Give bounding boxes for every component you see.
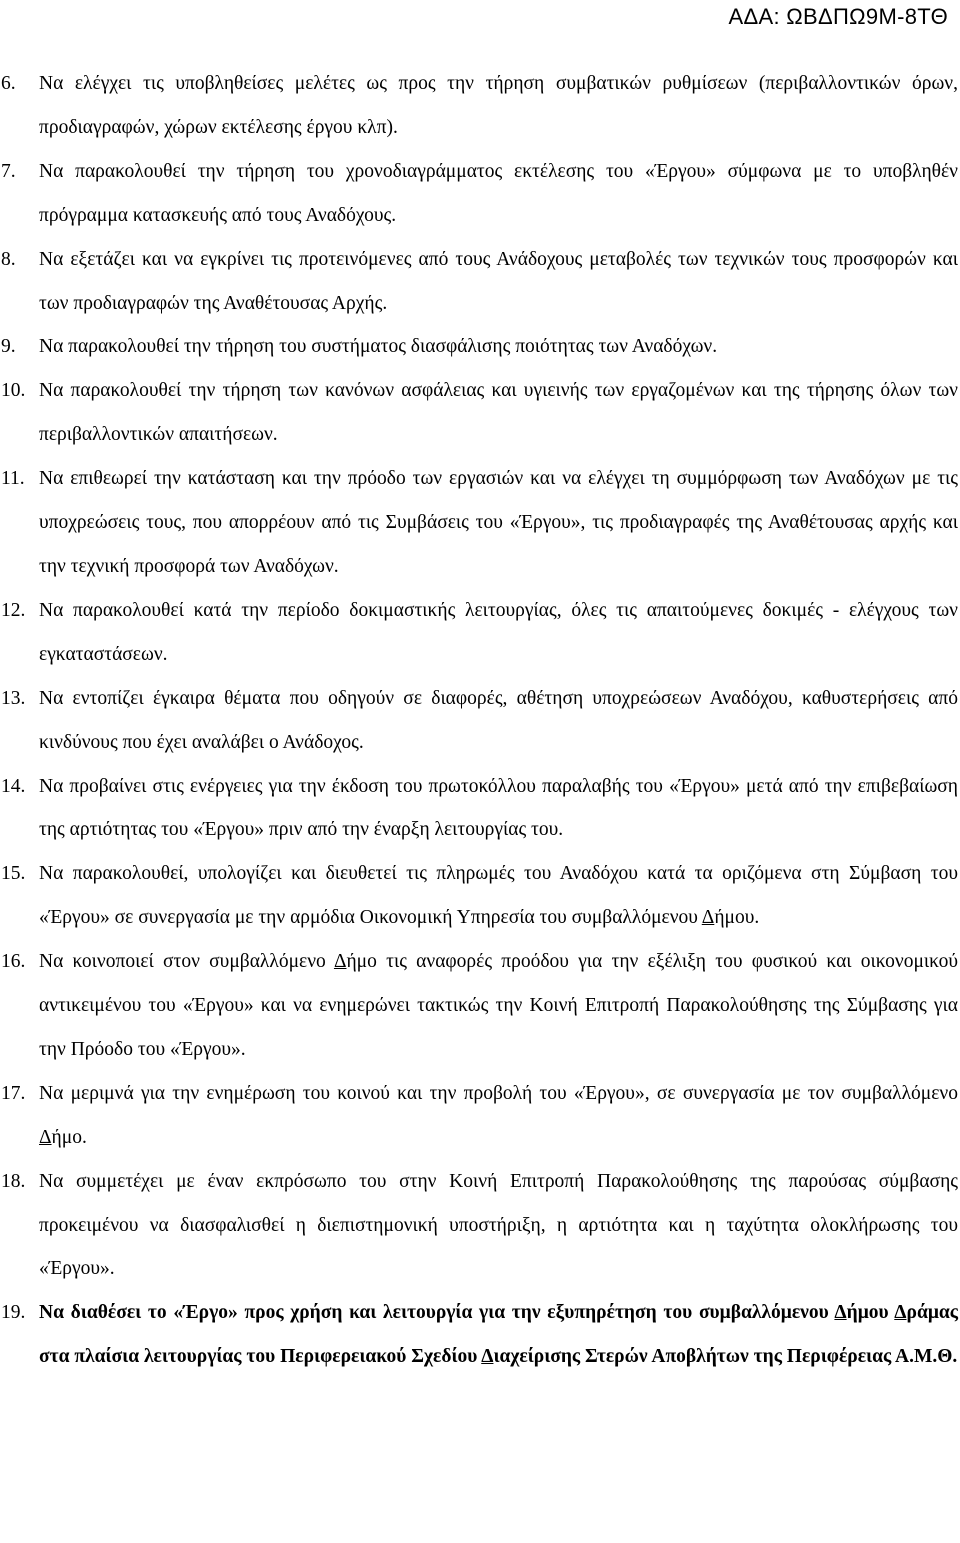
list-item bbox=[0, 457, 960, 589]
item-number: 9. bbox=[1, 336, 16, 358]
item-number: 12. bbox=[1, 599, 26, 621]
item-text: Να συμμετέχει με έναν εκπρόσωπο του στην Κοινή Επιτροπή Παρακολούθησης της παρούσας σύμβασης προκειμένου να διασφαλισθεί η διεπιστημονική υποστήριξη, η αρτιότητα και η ταχύτητα ολοκλήρωσης του «Έργου». bbox=[39, 1170, 958, 1280]
item-text-end: ήμου. bbox=[714, 907, 760, 929]
item-number: 13. bbox=[1, 687, 26, 709]
item-text-part: ράμας στα πλαίσια λειτουργίας του Περιφερειακού Σχεδίου bbox=[39, 1302, 958, 1368]
list-item bbox=[0, 150, 960, 238]
item-number: 16. bbox=[1, 951, 26, 973]
list-item bbox=[0, 765, 960, 853]
item-number: 14. bbox=[1, 775, 26, 797]
item-text: Να μεριμνά για την ενημέρωση του κοινού και την προβολή του «Έργου», σε συνεργασία με τον συμβαλλόμενο bbox=[39, 1082, 958, 1104]
list-item bbox=[0, 940, 960, 1072]
underlined-letter: Δ bbox=[333, 951, 347, 973]
list-item bbox=[0, 238, 960, 326]
list-item bbox=[0, 369, 960, 457]
underlined-letter: Δ bbox=[701, 907, 715, 929]
item-text: Να εξετάζει και να εγκρίνει τις προτεινόμενες από τους Ανάδοχους μεταβολές των τεχνικών τους προσφορών και των προδιαγραφών της Αναθέτουσας Αρχής. bbox=[39, 248, 958, 314]
item-text: Να ελέγχει τις υποβληθείσες μελέτες ως προς την τήρηση συμβατικών ρυθμίσεων (περιβαλλοντικών όρων, προδιαγραφών, χώρων εκτέλεσης έργου κλπ). bbox=[39, 73, 958, 138]
duties-list bbox=[0, 62, 960, 1379]
underlined-letter: Δ bbox=[481, 1346, 494, 1368]
item-number: 19. bbox=[1, 1302, 26, 1324]
underlined-letter: Δ bbox=[834, 1302, 847, 1324]
underlined-letter: Δ bbox=[39, 1126, 52, 1148]
underlined-letter: Δ bbox=[894, 1302, 907, 1324]
item-text: Να παρακολουθεί την τήρηση των κανόνων ασφάλειας και υγιεινής των εργαζομένων και της τήρησης όλων των περιβαλλοντικών απαιτήσεων. bbox=[39, 380, 958, 446]
item-text-end: ήμο τις αναφορές προόδου για την εξέλιξη του φυσικού και οικονομικού αντικειμένου του «Έργου» και να ενημερώνει τακτικώς την Κοινή Επιτροπή Παρακολούθησης της Σύμβασης για την Πρόοδο του «Έργου». bbox=[39, 951, 958, 1060]
item-number: 6. bbox=[1, 73, 16, 94]
list-item bbox=[0, 62, 960, 150]
item-number: 18. bbox=[1, 1170, 26, 1192]
list-item bbox=[0, 852, 960, 940]
item-number: 8. bbox=[1, 248, 16, 270]
item-number: 7. bbox=[1, 160, 16, 182]
item-text-part: Να διαθέσει το «Έργο» προς χρήση και λειτουργία για την εξυπηρέτηση του συμβαλλόμενου bbox=[39, 1302, 835, 1324]
item-number: 17. bbox=[1, 1082, 26, 1104]
item-text: Να παρακολουθεί κατά την περίοδο δοκιμαστικής λειτουργίας, όλες τις απαιτούμενες δοκιμές - ελέγχους των εγκαταστάσεων. bbox=[39, 599, 958, 665]
item-text-end: ήμο. bbox=[51, 1126, 87, 1148]
item-text-part: ήμου bbox=[846, 1302, 895, 1324]
item-text-part: ιαχείρισης Στερών Αποβλήτων της Περιφέρειας Α.Μ.Θ. bbox=[493, 1346, 958, 1368]
list-item-highlighted bbox=[0, 1291, 960, 1379]
list-item bbox=[0, 677, 960, 765]
list-item bbox=[0, 1160, 960, 1292]
document-code: ΑΔΑ: ΩΒΔΠΩ9Μ-8ΤΘ bbox=[728, 4, 948, 29]
item-number: 11. bbox=[1, 468, 25, 490]
item-text: Να επιθεωρεί την κατάσταση και την πρόοδο των εργασιών και να ελέγχει τη συμμόρφωση των Αναδόχων με τις υποχρεώσεις τους, που απορρέουν από τις Συμβάσεις του «Έργου», τις προδιαγραφές της Αναθέτουσας αρχής και την τεχνική προσφορά των Αναδόχων. bbox=[39, 468, 958, 577]
item-text: Να κοινοποιεί στον συμβαλλόμενο bbox=[39, 951, 334, 973]
item-text: Να παρακολουθεί την τήρηση του χρονοδιαγράμματος εκτέλεσης του «Έργου» σύμφωνα με το υποβληθέν πρόγραμμα κατασκευής από τους Αναδόχους. bbox=[39, 160, 958, 226]
item-text: Να προβαίνει στις ενέργειες για την έκδοση του πρωτοκόλλου παραλαβής του «Έργου» μετά από την επιβεβαίωση της αρτιότητας του «Έργου» πριν από την έναρξη λειτουργίας του. bbox=[39, 775, 958, 841]
item-text: Να παρακολουθεί την τήρηση του συστήματος διασφάλισης ποιότητας των Αναδόχων. bbox=[39, 336, 718, 358]
list-item bbox=[0, 589, 960, 677]
item-text: Να παρακολουθεί, υπολογίζει και διευθετεί τις πληρωμές του Αναδόχου κατά τα οριζόμενα στη Σύμβαση του «Έργου» σε συνεργασία με την αρμόδια Οικονομική Υπηρεσία του συμβαλλόμενου bbox=[39, 863, 958, 929]
list-item bbox=[0, 325, 960, 369]
item-number: 10. bbox=[1, 380, 26, 402]
list-item bbox=[0, 1072, 960, 1160]
item-number: 15. bbox=[1, 863, 26, 885]
item-text: Να εντοπίζει έγκαιρα θέματα που οδηγούν σε διαφορές, αθέτηση υποχρεώσεων Αναδόχου, καθυστερήσεις από κινδύνους που έχει αναλάβει ο Ανάδοχος. bbox=[39, 687, 958, 753]
